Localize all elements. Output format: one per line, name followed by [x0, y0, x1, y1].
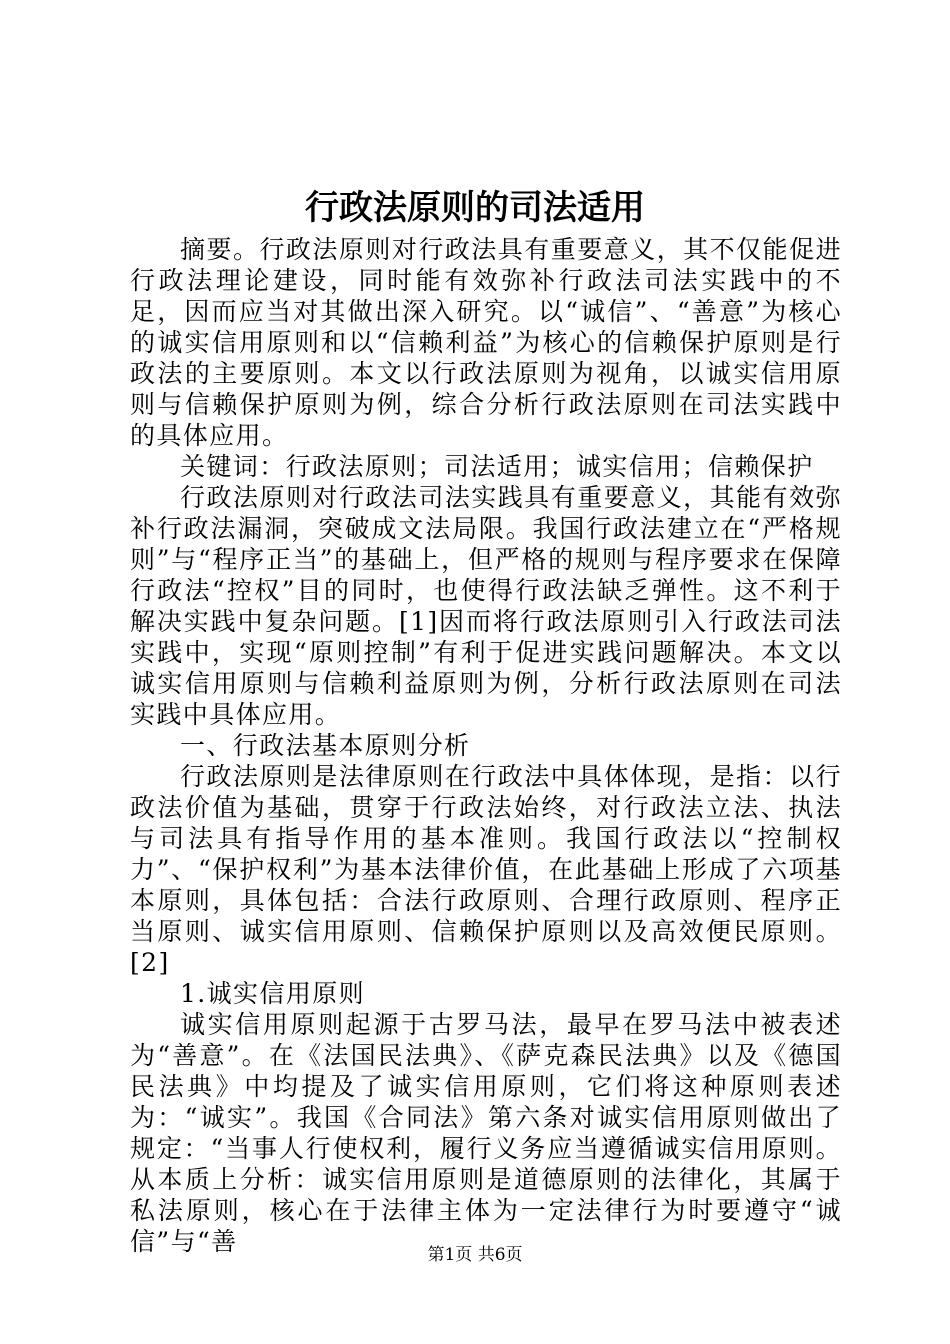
section-heading: 一、行政法基本原则分析 [180, 731, 471, 760]
document-body [130, 234, 842, 1257]
abstract-paragraph: 摘要。行政法原则对行政法具有重要意义，其不仅能促进行政法理论建设，同时能有效弥补行政法司法实践中的不足，因而应当对其做出深入研究。以“诚信”、“善意”为核心的诚实信用原则和以“信赖利益”为核心的信赖保护原则是行政法的主要原则。本文以行政法原则为视角，以诚实信用原则与信赖保护原则为例，综合分析行政法原则在司法实践中的具体应用。 [130, 235, 842, 450]
intro-paragraph: 行政法原则对行政法司法实践具有重要意义，其能有效弥补行政法漏洞，突破成文法局限。我国行政法建立在“严格规则”与“程序正当”的基础上，但严格的规则与程序要求在保障行政法“控权”目的同时，也使得行政法缺乏弹性。这不利于解决实践中复杂问题。[1]因而将行政法原则引入行政法司法实践中，实现“原则控制”有利于促进实践问题解决。本文以诚实信用原则与信赖利益原则为例，分析行政法原则在司法实践中具体应用。 [130, 483, 842, 729]
keywords-paragraph: 关键词：行政法原则；司法适用；诚实信用；信赖保护 [180, 452, 814, 481]
page-number: 第1页 共6页 [427, 1245, 523, 1265]
body-paragraph: 诚实信用原则起源于古罗马法，最早在罗马法中被表述为“善意”。在《法国民法典》、《萨克森民法典》以及《德国民法典》中均提及了诚实信用原则，它们将这种原则表述为：“诚实”。我国《合同法》第六条对诚实信用原则做出了规定：“当事人行使权利，履行义务应当遵循诚实信用原则。从本质上分析：诚实信用原则是道德原则的法律化，其属于私法原则，核心在于法律主体为一定法律行为时要遵守“诚信”与“善 [130, 1010, 842, 1256]
body-paragraph: 行政法原则是法律原则在行政法中具体体现，是指：以行政法价值为基础，贯穿于行政法始终，对行政法立法、执法与司法具有指导作用的基本准则。我国行政法以“控制权力”、“保护权利”为基本法律价值，在此基础上形成了六项基本原则，具体包括：合法行政原则、合理行政原则、程序正当原则、诚实信用原则、信赖保护原则以及高效便民原则。[2] [130, 762, 842, 977]
subsection-heading: 1.诚实信用原则 [180, 979, 366, 1008]
document-title: 行政法原则的司法适用 [305, 188, 645, 228]
